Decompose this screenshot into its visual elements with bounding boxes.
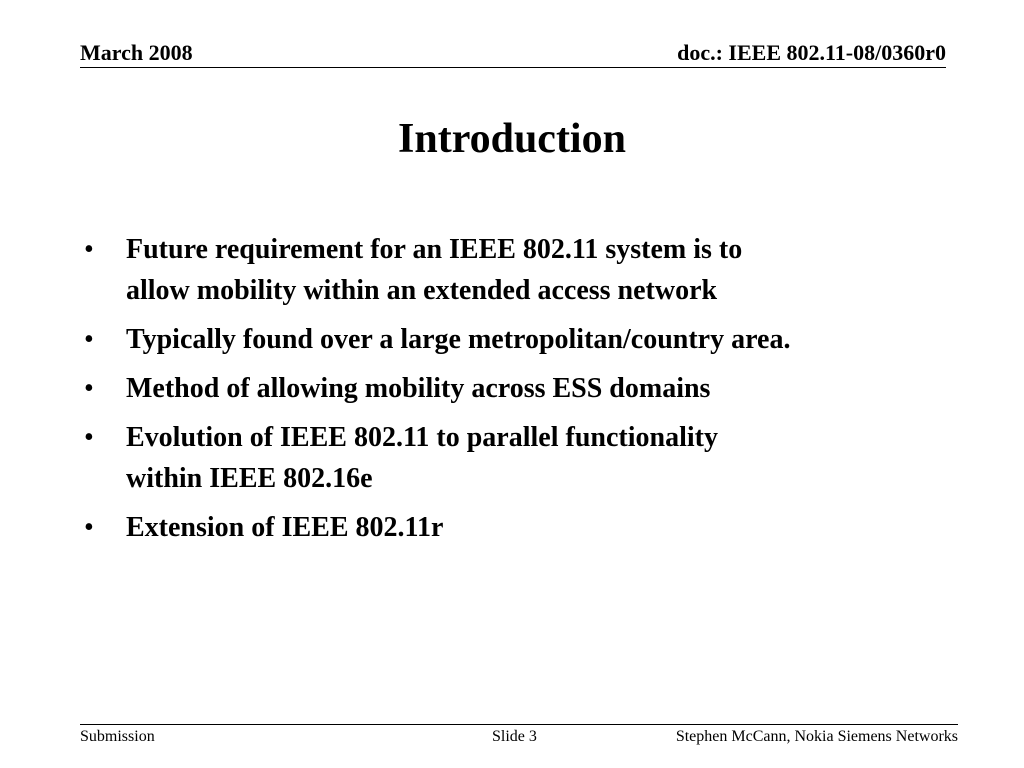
bullet-text-line: Method of allowing mobility across ESS domains bbox=[126, 373, 711, 404]
bullet-item bbox=[84, 368, 964, 409]
bullet-item bbox=[84, 507, 964, 548]
header-doc-id: doc.: IEEE 802.11-08/0360r0 bbox=[677, 40, 946, 65]
bullet-text-line: within IEEE 802.16e bbox=[126, 463, 373, 494]
bullet-item bbox=[84, 417, 964, 499]
header-divider bbox=[80, 67, 946, 68]
bullet-marker: • bbox=[84, 324, 94, 355]
footer-slide-number: Slide 3 bbox=[492, 728, 537, 745]
bullet-text-line: Future requirement for an IEEE 802.11 system is to bbox=[126, 234, 743, 265]
bullet-item bbox=[84, 229, 964, 311]
bullet-marker: • bbox=[84, 422, 94, 453]
footer-divider bbox=[80, 724, 958, 725]
bullet-list bbox=[84, 229, 964, 556]
bullet-text-line: allow mobility within an extended access network bbox=[126, 275, 718, 306]
bullet-text-line: Evolution of IEEE 802.11 to parallel functionality bbox=[126, 422, 718, 453]
bullet-item bbox=[84, 319, 964, 360]
bullet-marker: • bbox=[84, 373, 94, 404]
footer-submission: Submission bbox=[80, 728, 155, 745]
bullet-marker: • bbox=[84, 234, 94, 265]
bullet-marker: • bbox=[84, 512, 94, 543]
header-date: March 2008 bbox=[80, 40, 193, 65]
bullet-text-line: Extension of IEEE 802.11r bbox=[126, 512, 444, 543]
bullet-text-line: Typically found over a large metropolitan/country area. bbox=[126, 324, 791, 355]
slide-title: Introduction bbox=[398, 116, 626, 162]
footer-author: Stephen McCann, Nokia Siemens Networks bbox=[675, 728, 958, 745]
